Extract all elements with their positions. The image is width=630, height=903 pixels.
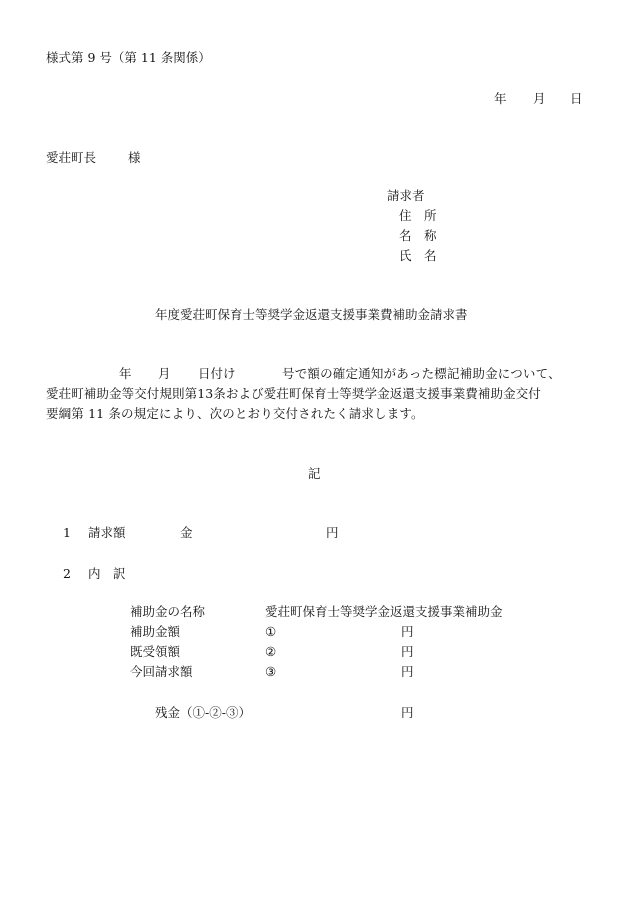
- date-year-label: 年: [494, 91, 507, 106]
- breakdown-row-label: 既受領額: [130, 644, 181, 659]
- remainder-yen: 円: [401, 705, 414, 720]
- body-line1-text: 号で額の確定通知があった標記補助金について、: [282, 366, 561, 381]
- breakdown-row-value: ③: [265, 664, 277, 679]
- item2-label: 内 訳: [88, 566, 126, 581]
- date-month-label: 月: [533, 91, 546, 106]
- body-line3-text: 要綱第 11 条の規定により、次のとおり交付されたく請求します。: [46, 406, 424, 421]
- addressee-honorific: 様: [128, 150, 141, 165]
- document-title: 年度愛荘町保育士等奨学金返還支援事業費補助金請求書: [155, 307, 468, 322]
- requester-heading: 請求者: [387, 188, 425, 203]
- requester-address-label: 住 所: [399, 208, 437, 223]
- body-month: 月: [158, 366, 171, 381]
- item1-number: 1: [63, 525, 71, 540]
- breakdown-row-label: 補助金の名称: [130, 604, 206, 619]
- form-number: 様式第 9 号（第 11 条関係）: [46, 50, 211, 65]
- item1-kin: 金: [180, 525, 193, 540]
- breakdown-row-value: ②: [265, 644, 277, 659]
- breakdown-row-label: 今回請求額: [130, 664, 193, 679]
- remainder-label: 残金（①-②-③）: [155, 705, 251, 720]
- breakdown-row-value: ①: [265, 624, 277, 639]
- body-line2-text: 愛荘町補助金等交付規則第13条および愛荘町保育士等奨学金返還支援事業費補助金交付: [46, 386, 541, 401]
- body-dated: 日付け: [198, 366, 236, 381]
- date-day-label: 日: [570, 91, 583, 106]
- breakdown-row-yen: 円: [401, 664, 414, 679]
- body-year: 年: [119, 366, 132, 381]
- requester-name-label: 名 称: [399, 228, 437, 243]
- breakdown-row-label: 補助金額: [130, 624, 181, 639]
- addressee-title: 愛荘町長: [46, 150, 97, 165]
- item1-label: 請求額: [88, 525, 126, 540]
- ki-heading: 記: [308, 466, 321, 481]
- item1-yen: 円: [326, 525, 339, 540]
- breakdown-row-yen: 円: [401, 644, 414, 659]
- item2-number: 2: [63, 566, 71, 581]
- breakdown-row-value: 愛荘町保育士等奨学金返還支援事業補助金: [265, 604, 503, 619]
- breakdown-row-yen: 円: [401, 624, 414, 639]
- requester-person-label: 氏 名: [399, 248, 437, 263]
